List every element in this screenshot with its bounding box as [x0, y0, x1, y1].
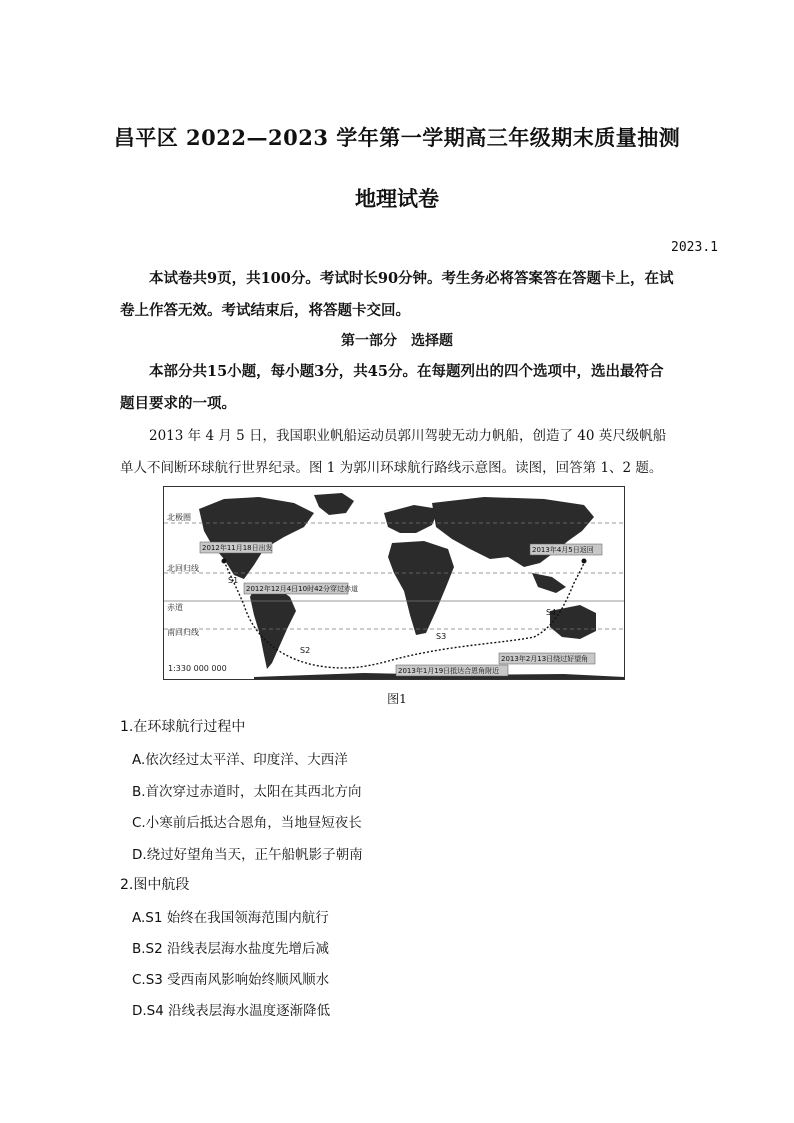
callout-horn: 2013年1月19日抵达合恩角附近: [398, 667, 500, 675]
europe: [384, 505, 439, 533]
question-context: 2013 年 4 月 5 日，我国职业帆船运动员郭川驾驶无动力帆船，创造了 40 英尺级帆船单人不间断环球航行世界纪录。图 1 为郭川环球航行路线示意图。读图，回答第 1、2 题。: [120, 428, 667, 476]
section-instruction: 本部分共15小题，每小题3分，共45分。在每题列出的四个选项中，选出最符合题目要求的一项。: [120, 363, 664, 412]
section-title: 第一部分 选择题: [341, 333, 453, 349]
africa: [388, 541, 454, 635]
lat-label-equator: 赤道: [167, 603, 183, 612]
start-port-marker: [222, 559, 227, 564]
question-1-option-b[interactable]: B.首次穿过赤道时，太阳在其西北方向: [132, 784, 362, 800]
question-2-option-b[interactable]: B.S2 沿线表层海水盐度先增后减: [132, 941, 330, 957]
exam-instructions: 本试卷共9页，共100分。考试时长90分钟。考生务必将答案答在答题卡上，在试卷上作答无效。考试结束后，将答题卡交回。: [120, 270, 674, 319]
question-1-option-d[interactable]: D.绕过好望角当天，正午船帆影子朝南: [132, 847, 363, 863]
question-1-option-c[interactable]: C.小寒前后抵达合恩角，当地昼短夜长: [132, 815, 362, 831]
port-label-end: 青岛: [562, 559, 578, 568]
callout-equator: 2012年12月4日10时42分穿过赤道: [246, 585, 358, 593]
greenland: [314, 493, 354, 515]
exam-subject: 地理试卷: [355, 186, 439, 211]
map-scale: 1:330 000 000: [168, 664, 227, 673]
exam-date: 2023.1: [671, 240, 718, 255]
lat-label-cancer: 北回归线: [167, 564, 199, 573]
lat-label-capricorn: 南回归线: [167, 628, 199, 637]
segment-s3: S3: [436, 632, 447, 641]
segment-s2: S2: [300, 646, 311, 655]
asia: [432, 497, 594, 567]
australia: [550, 605, 596, 639]
end-port-marker: [582, 559, 587, 564]
segment-s4: S4: [546, 608, 557, 617]
question-2-option-c[interactable]: C.S3 受西南风影响始终顺风顺水: [132, 972, 330, 988]
segment-s1: S1: [228, 576, 239, 585]
lat-label-arctic: 北极圈: [167, 513, 191, 522]
southeast-asia: [532, 573, 566, 593]
map-svg: [164, 487, 624, 679]
question-2-option-a[interactable]: A.S1 始终在我国领海范围内航行: [132, 910, 329, 926]
exam-title: 昌平区 2022—2023 学年第一学期高三年级期末质量抽测: [113, 125, 681, 150]
south-america: [250, 585, 296, 669]
callout-cape: 2013年2月13日绕过好望角: [501, 655, 589, 663]
callout-depart: 2012年11月18日出发: [202, 544, 273, 552]
world-route-map: [163, 486, 625, 680]
port-label-start: 青岛: [202, 559, 218, 568]
question-2-option-d[interactable]: D.S4 沿线表层海水温度逐渐降低: [132, 1003, 331, 1019]
callout-return: 2013年4月5日返回: [532, 546, 594, 554]
question-2-stem: 2.图中航段: [120, 877, 190, 893]
figure-caption: 图1: [387, 692, 407, 706]
question-1-option-a[interactable]: A.依次经过太平洋、印度洋、大西洋: [132, 752, 348, 768]
question-1-stem: 1.在环球航行过程中: [120, 719, 246, 735]
